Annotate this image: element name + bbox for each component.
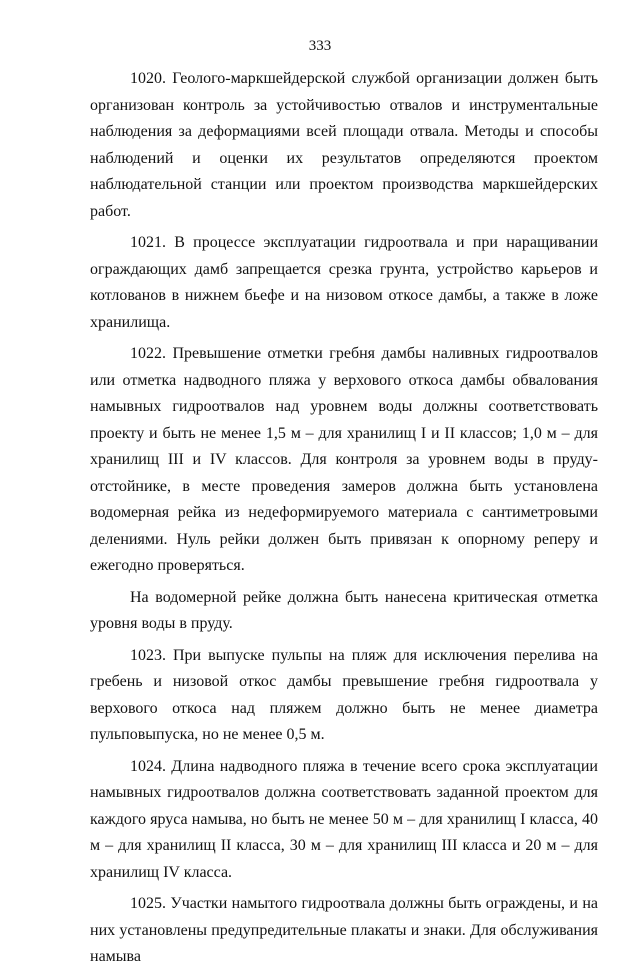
paragraph-1020: 1020. Геолого-маркшейдерской службой организации должен быть организован контроль за устойчивостью отвалов и инструментальные наблюдения за деформациями всей площади отвала. Методы и способы наблюдений и оценки их результатов определяются проектом наблюдательной станции или проектом производства маркшейдерских работ. — [90, 70, 598, 220]
paragraph-1021: 1021. В процессе эксплуатации гидроотвала и при наращивании ограждающих дамб запрещается срезка грунта, устройство карьеров и котлованов в нижнем бьефе и на низовом откосе дамбы, а также в ложе хранилища. — [90, 234, 598, 331]
paragraph-1022-note: На водомерной рейке должна быть нанесена критическая отметка уровня воды в пруду. — [90, 588, 598, 632]
paragraph-1025: 1025. Участки намытого гидроотвала должны быть ограждены, и на них установлены предупредительные плакаты и знаки. Для обслуживания намыва — [90, 895, 598, 965]
paragraph-1024: 1024. Длина надводного пляжа в течение всего срока эксплуатации намывных гидроотвалов должна соответствовать заданной проектом для каждого яруса намыва, но быть не менее 50 м – для хранилищ I класса, 40 м – для хранилищ II класса, 30 м – для хранилищ III класса и 20 м – для хранилищ IV класса. — [90, 757, 598, 881]
document-body — [90, 66, 598, 976]
paragraph-1023: 1023. При выпуске пульпы на пляж для исключения перелива на гребень и низовой откос дамбы превышение гребня гидроотвала у верхового откоса над пляжем должно быть не менее диаметра пульповыпуска, но не менее 0,5 м. — [90, 646, 598, 743]
page-number: 333 — [308, 38, 332, 54]
paragraph-1022: 1022. Превышение отметки гребня дамбы наливных гидроотвалов или отметка надводного пляжа у верхового откоса дамбы обвалования намывных гидроотвалов над уровнем воды должны соответствовать проекту и быть не менее 1,5 м – для хранилищ I и II классов; 1,0 м – для хранилищ III и IV классов. Для контроля за уровнем воды в пруду-отстойнике, в месте проведения замеров должна быть установлена водомерная рейка из недеформируемого материала с сантиметровыми делениями. Нуль рейки должен быть привязан к опорному реперу и ежегодно проверяться. — [90, 345, 598, 574]
